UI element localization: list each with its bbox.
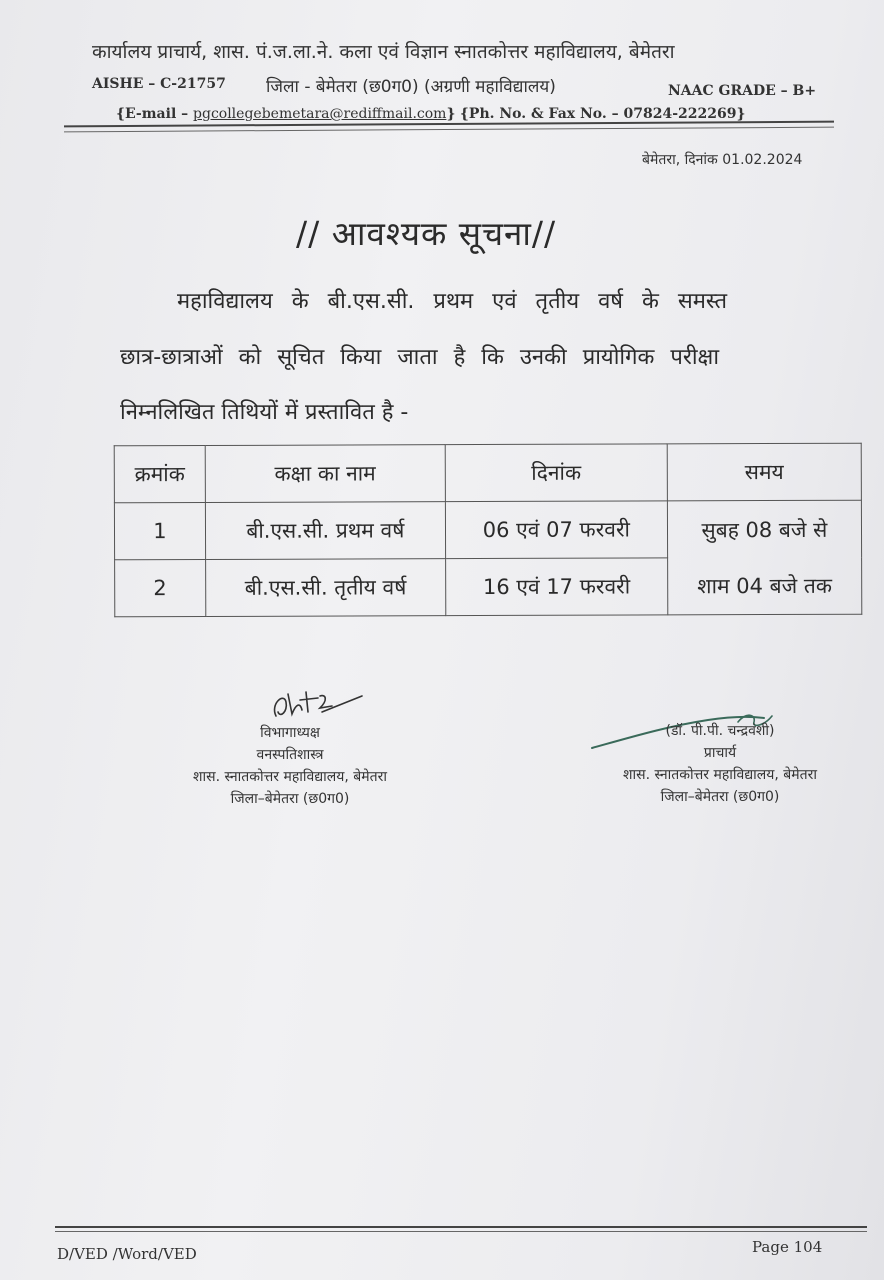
header-serial: क्रमांक [114,445,205,502]
email-prefix: {E-mail – [116,106,194,122]
notice-title: // आवश्यक सूचना// [296,214,557,253]
time-cell [667,500,862,615]
hod-department: वनस्पतिशास्त्र [256,747,324,763]
row-2-class: बी.एस.सी. तृतीय वर्ष [205,559,445,617]
hod-institution: शास. स्नातकोत्तर महाविद्यालय, बेमेतरा [193,769,387,785]
district-line: जिला - बेमेतरा (छ0ग0) (अग्रणी महाविद्यालय) [266,77,556,97]
footer-doc-ref: D/VED /Word/VED [57,1245,197,1263]
row-2-serial: 2 [115,559,206,616]
footer-rule-thin [55,1231,867,1232]
header-date: दिनांक [445,444,667,502]
table-row [114,500,861,560]
time-end: शाम 04 बजे तक [697,573,833,598]
row-1-class: बी.एस.सी. प्रथम वर्ष [205,502,445,560]
principal-designation: प्राचार्य [703,745,737,761]
principal-institution: शास. स्नातकोत्तर महाविद्यालय, बेमेतरा [623,767,817,783]
signatory-right [580,690,860,808]
notice-date: बेमेतरा, दिनांक 01.02.2024 [642,152,803,168]
table-header-row [114,443,861,503]
row-1-date: 06 एवं 07 फरवरी [445,501,667,559]
page-number: Page 104 [752,1238,823,1256]
header-time: समय [667,443,861,501]
body-line-3: निम्नलिखित तिथियों में प्रस्तावित है - [120,400,409,425]
row-2-date: 16 एवं 17 फरवरी [445,558,667,616]
hod-designation: विभागाध्यक्ष [260,725,320,741]
exam-schedule-table [114,443,863,618]
footer-rule [55,1226,867,1228]
header-rule-thin [64,127,834,133]
office-header: कार्यालय प्राचार्य, शास. पं.ज.ला.ने. कला एवं विज्ञान स्नातकोत्तर महाविद्यालय, बेमेतरा [92,41,675,63]
email-suffix: } [446,106,456,122]
time-start: सुबह 08 बजे से [701,517,828,542]
row-1-serial: 1 [114,502,205,559]
signatory-left [140,670,440,810]
email-link[interactable]: pgcollegebemetara@rediffmail.com [193,106,447,122]
header-class-name: कक्षा का नाम [205,445,445,503]
hod-district: जिला–बेमेतरा (छ0ग0) [230,791,350,807]
body-line-2: छात्र-छात्राओं को सूचित किया जाता है कि उनकी प्रायोगिक परीक्षा [120,345,720,370]
body-line-1: महाविद्यालय के बी.एस.सी. प्रथम एवं तृतीय वर्ष के समस्त [177,289,728,314]
aishe-code: AISHE – C-21757 [92,76,226,92]
phone-fax: {Ph. No. & Fax No. – 07824-222269} [459,106,746,122]
contact-line [116,106,745,122]
principal-name: (डॉ. पी.पी. चन्द्रवंशी) [665,723,775,739]
naac-grade: NAAC GRADE – B+ [668,83,817,99]
principal-district: जिला–बेमेतरा (छ0ग0) [660,789,780,805]
